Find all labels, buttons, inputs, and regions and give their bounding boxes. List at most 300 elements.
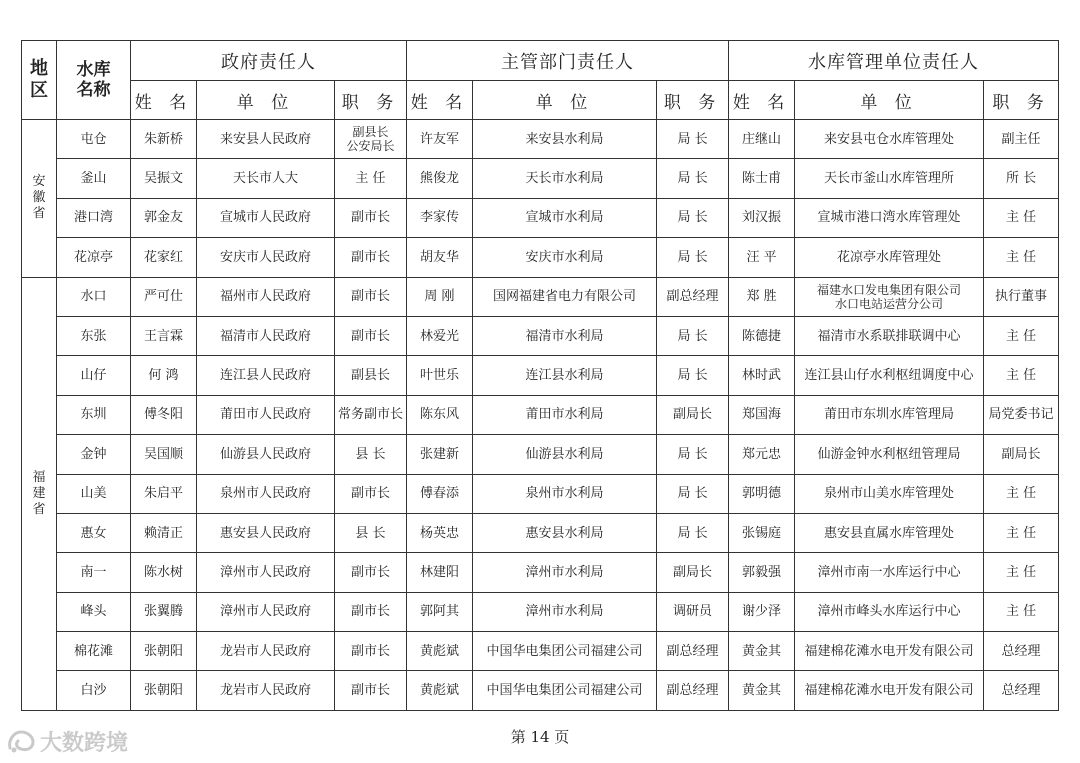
table-row: [22, 435, 1059, 474]
dept-unit: 安庆市水利局: [525, 249, 604, 265]
mgmt-unit-cell: [795, 474, 984, 513]
gov-name-cell: [131, 316, 197, 355]
gov-name: 吴国顺: [143, 446, 183, 462]
reservoir-name-cell: [57, 198, 131, 237]
dept-unit-cell: [473, 120, 657, 159]
dept-unit-header: 单 位: [473, 81, 657, 120]
mgmt-name-cell: [729, 159, 795, 198]
mgmt-position: 所 长: [1005, 171, 1037, 187]
mgmt-name-cell: [729, 238, 795, 277]
dept-name-cell: [407, 316, 473, 355]
reservoir-name-cell: [57, 435, 131, 474]
reservoir-name: 棉花滩: [73, 643, 113, 659]
dept-unit: 中国华电集团公司福建公司: [486, 643, 643, 659]
dept-unit: 莆田市水利局: [525, 407, 604, 423]
gov-name: 何 鸿: [148, 368, 179, 384]
province-cell: [22, 277, 57, 710]
dept-position: 调研员: [673, 604, 713, 620]
mgmt-unit: 莆田市东圳水库管理局: [824, 407, 955, 423]
mgmt-position-cell: [984, 198, 1059, 237]
mgmt-position-cell: [984, 238, 1059, 277]
dept-name: 林建阳: [419, 564, 459, 580]
mgmt-unit-cell: [795, 671, 984, 710]
mgmt-name-cell: [729, 474, 795, 513]
gov-position-cell: [335, 671, 407, 710]
dept-unit-cell: [473, 671, 657, 710]
dept-unit: 泉州市水利局: [525, 486, 604, 502]
dept-position: 局 长: [677, 486, 708, 502]
dept-unit-cell: [473, 474, 657, 513]
dept-position-cell: [657, 277, 729, 316]
dept-position: 副总经理: [666, 289, 719, 305]
dept-name: 陈东风: [419, 407, 459, 423]
reservoir-name-cell: [57, 474, 131, 513]
dept-position-cell: [657, 553, 729, 592]
gov-position-cell: [335, 592, 407, 631]
mgmt-name: 刘汉振: [742, 210, 782, 226]
dept-unit-cell: [473, 198, 657, 237]
gov-name-cell: [131, 120, 197, 159]
mgmt-name-header: 姓 名: [729, 81, 795, 120]
dept-name-cell: [407, 198, 473, 237]
dept-name: 周 刚: [424, 289, 455, 305]
gov-unit-cell: [197, 198, 335, 237]
gov-name: 傅冬阳: [143, 407, 183, 423]
gov-name-cell: [131, 238, 197, 277]
gov-unit: 福清市人民政府: [219, 328, 311, 344]
gov-unit: 漳州市人民政府: [219, 604, 311, 620]
reservoir-name: 屯仓: [80, 131, 107, 147]
dept-unit-cell: [473, 435, 657, 474]
reservoir-name: 山仔: [80, 368, 107, 384]
dept-name-cell: [407, 238, 473, 277]
dept-position: 局 长: [677, 368, 708, 384]
reservoir-name: 南一: [80, 564, 107, 580]
dept-unit: 天长市水利局: [525, 171, 604, 187]
gov-position: 县 长: [355, 525, 386, 541]
gov-name: 花家红: [143, 249, 183, 265]
dept-position-cell: [657, 671, 729, 710]
table-row: [22, 120, 1059, 159]
reservoir-name: 惠女: [80, 525, 107, 541]
mgmt-position-cell: [984, 277, 1059, 316]
dept-unit-cell: [473, 159, 657, 198]
gov-position: 副市长: [350, 643, 390, 659]
gov-position: 县 长: [355, 446, 386, 462]
mgmt-unit: 漳州市峰头水库运行中心: [817, 604, 961, 620]
reservoir-name-cell: [57, 277, 131, 316]
gov-name-cell: [131, 632, 197, 671]
mgmt-position: 主 任: [1005, 564, 1037, 580]
dept-name-cell: [407, 513, 473, 552]
gov-position-cell: [335, 513, 407, 552]
dept-name: 傅春添: [419, 486, 459, 502]
table-row: [22, 238, 1059, 277]
mgmt-unit-cell: [795, 316, 984, 355]
gov-unit-cell: [197, 474, 335, 513]
mgmt-position: 副主任: [1001, 131, 1041, 147]
dept-unit: 来安县水利局: [525, 131, 604, 147]
government-header: 政府责任人: [131, 41, 407, 81]
mgmt-unit-cell: [795, 513, 984, 552]
reservoir-name-cell: [57, 592, 131, 631]
gov-position: 副市长: [350, 564, 390, 580]
mgmt-position: 局党委书记: [988, 407, 1054, 423]
table-row: [22, 592, 1059, 631]
mgmt-name: 谢少泽: [742, 604, 782, 620]
gov-name-cell: [131, 513, 197, 552]
gov-position: 常务副市长: [337, 407, 403, 423]
management-header: 水库管理单位责任人: [729, 41, 1059, 81]
dept-name: 叶世乐: [419, 368, 459, 384]
gov-name-cell: [131, 198, 197, 237]
mgmt-unit-cell: [795, 120, 984, 159]
mgmt-position-cell: [984, 474, 1059, 513]
dept-unit-cell: [473, 356, 657, 395]
dept-unit: 宣城市水利局: [525, 210, 604, 226]
gov-unit-cell: [197, 316, 335, 355]
dept-name-cell: [407, 120, 473, 159]
dept-unit-cell: [473, 592, 657, 631]
mgmt-unit: 福建水口发电集团有限公司 水口电站运营分公司: [817, 282, 962, 311]
gov-position-cell: [335, 198, 407, 237]
gov-position-cell: [335, 632, 407, 671]
gov-unit-cell: [197, 671, 335, 710]
gov-unit-cell: [197, 159, 335, 198]
department-header: 主管部门责任人: [407, 41, 729, 81]
dept-name-cell: [407, 159, 473, 198]
mgmt-name: 黄金其: [742, 683, 782, 699]
dept-name: 胡友华: [419, 249, 459, 265]
province-name: 安徽省: [32, 174, 46, 222]
mgmt-unit: 福建棉花滩水电开发有限公司: [804, 683, 974, 699]
mgmt-name: 黄金其: [742, 643, 782, 659]
dept-position-cell: [657, 356, 729, 395]
gov-name: 王言霖: [143, 328, 183, 344]
region-header: 地区: [22, 41, 57, 120]
mgmt-unit: 宣城市港口湾水库管理处: [817, 210, 961, 226]
reservoir-name-cell: [57, 395, 131, 434]
mgmt-name-cell: [729, 671, 795, 710]
gov-name-cell: [131, 671, 197, 710]
mgmt-position-cell: [984, 395, 1059, 434]
mgmt-position: 主 任: [1005, 486, 1037, 502]
gov-position-cell: [335, 356, 407, 395]
reservoir-name-cell: [57, 632, 131, 671]
dept-unit-cell: [473, 553, 657, 592]
dept-name-cell: [407, 474, 473, 513]
page-number: 第 14 页: [510, 728, 570, 746]
mgmt-unit-cell: [795, 198, 984, 237]
dept-unit-cell: [473, 238, 657, 277]
dept-name: 林爱光: [419, 328, 459, 344]
mgmt-position: 主 任: [1005, 328, 1037, 344]
dept-name: 熊俊龙: [419, 171, 459, 187]
mgmt-unit: 福清市水系联排联调中心: [817, 328, 961, 344]
gov-name-cell: [131, 553, 197, 592]
gov-unit-cell: [197, 277, 335, 316]
dept-position: 副总经理: [666, 643, 719, 659]
gov-name: 张朝阳: [143, 683, 183, 699]
mgmt-position: 主 任: [1005, 210, 1037, 226]
mgmt-name-cell: [729, 435, 795, 474]
gov-unit-header: 单 位: [197, 81, 335, 120]
mgmt-position: 总经理: [1001, 683, 1041, 699]
dept-position: 局 长: [677, 328, 708, 344]
gov-name: 郭金友: [143, 210, 183, 226]
reservoir-name: 水口: [80, 289, 107, 305]
table-row: [22, 513, 1059, 552]
gov-position: 副市长: [350, 210, 390, 226]
mgmt-unit-cell: [795, 553, 984, 592]
mgmt-position: 副局长: [1001, 446, 1041, 462]
dept-name-cell: [407, 356, 473, 395]
mgmt-name-cell: [729, 198, 795, 237]
mgmt-position-header: 职 务: [984, 81, 1059, 120]
dept-position: 副总经理: [666, 683, 719, 699]
mgmt-unit-cell: [795, 592, 984, 631]
gov-position-cell: [335, 277, 407, 316]
mgmt-position-cell: [984, 120, 1059, 159]
gov-position-header: 职 务: [335, 81, 407, 120]
table-row: [22, 474, 1059, 513]
gov-name-cell: [131, 474, 197, 513]
gov-position: 副市长: [350, 604, 390, 620]
mgmt-name: 陈士甫: [742, 171, 782, 187]
gov-unit: 泉州市人民政府: [219, 486, 311, 502]
mgmt-name-cell: [729, 316, 795, 355]
mgmt-position: 执行董事: [995, 289, 1048, 305]
mgmt-name-cell: [729, 120, 795, 159]
reservoir-name-cell: [57, 238, 131, 277]
dept-position: 局 长: [677, 131, 708, 147]
mgmt-unit: 天长市釜山水库管理所: [824, 171, 955, 187]
dept-position-cell: [657, 120, 729, 159]
mgmt-name-cell: [729, 632, 795, 671]
gov-position-cell: [335, 553, 407, 592]
dept-unit: 漳州市水利局: [525, 604, 604, 620]
mgmt-unit: 漳州市南一水库运行中心: [817, 564, 961, 580]
dept-name-cell: [407, 592, 473, 631]
dept-name-cell: [407, 277, 473, 316]
gov-position: 副市长: [350, 289, 390, 305]
gov-name: 张朝阳: [143, 643, 183, 659]
mgmt-name-cell: [729, 395, 795, 434]
mgmt-unit: 泉州市山美水库管理处: [824, 486, 955, 502]
mgmt-name-cell: [729, 553, 795, 592]
mgmt-unit: 花凉亭水库管理处: [837, 249, 942, 265]
dept-position-cell: [657, 632, 729, 671]
dept-position: 副局长: [673, 407, 713, 423]
gov-name: 朱启平: [143, 486, 183, 502]
dept-position-header: 职 务: [657, 81, 729, 120]
gov-position: 副市长: [350, 486, 390, 502]
gov-position-cell: [335, 238, 407, 277]
gov-name-cell: [131, 277, 197, 316]
gov-name-cell: [131, 356, 197, 395]
gov-unit: 宣城市人民政府: [219, 210, 311, 226]
gov-position-cell: [335, 474, 407, 513]
table-row: [22, 159, 1059, 198]
reservoir-name: 花凉亭: [73, 249, 113, 265]
mgmt-name: 郭明德: [742, 486, 782, 502]
mgmt-unit: 仙游金钟水利枢纽管理局: [817, 446, 961, 462]
dept-name: 黄彪斌: [419, 643, 459, 659]
gov-name: 严可仕: [143, 289, 183, 305]
dept-position: 局 长: [677, 525, 708, 541]
mgmt-position-cell: [984, 553, 1059, 592]
gov-name-cell: [131, 435, 197, 474]
mgmt-unit-header: 单 位: [795, 81, 984, 120]
gov-name: 陈水树: [143, 564, 183, 580]
reservoir-name-cell: [57, 316, 131, 355]
dept-position: 副局长: [673, 564, 713, 580]
gov-position-cell: [335, 316, 407, 355]
mgmt-name: 郑 胜: [746, 289, 777, 305]
dept-unit-cell: [473, 277, 657, 316]
mgmt-unit-cell: [795, 395, 984, 434]
mgmt-name: 庄继山: [742, 131, 782, 147]
gov-name-cell: [131, 159, 197, 198]
dept-position: 局 长: [677, 446, 708, 462]
dept-name-cell: [407, 553, 473, 592]
dept-position-cell: [657, 474, 729, 513]
dept-name: 郭阿其: [419, 604, 459, 620]
gov-name: 吴振文: [143, 171, 183, 187]
table-row: [22, 356, 1059, 395]
mgmt-unit: 福建棉花滩水电开发有限公司: [804, 643, 974, 659]
dept-position-cell: [657, 238, 729, 277]
gov-unit-cell: [197, 356, 335, 395]
table-row: [22, 316, 1059, 355]
table-row: [22, 632, 1059, 671]
gov-unit: 安庆市人民政府: [219, 249, 311, 265]
gov-position: 主 任: [355, 171, 386, 187]
dept-name: 张建新: [419, 446, 459, 462]
mgmt-position-cell: [984, 159, 1059, 198]
dept-name: 许友军: [419, 131, 459, 147]
table-row: [22, 671, 1059, 710]
gov-unit-cell: [197, 553, 335, 592]
gov-name-header: 姓 名: [131, 81, 197, 120]
dept-unit-cell: [473, 513, 657, 552]
gov-unit-cell: [197, 120, 335, 159]
gov-unit: 龙岩市人民政府: [219, 643, 311, 659]
mgmt-name: 郑元忠: [742, 446, 782, 462]
mgmt-position-cell: [984, 435, 1059, 474]
gov-unit: 惠安县人民政府: [219, 525, 311, 541]
gov-position-cell: [335, 435, 407, 474]
mgmt-name-cell: [729, 356, 795, 395]
gov-unit-cell: [197, 395, 335, 434]
dept-unit: 福清市水利局: [525, 328, 604, 344]
gov-name: 朱新桥: [143, 131, 183, 147]
dept-position-cell: [657, 435, 729, 474]
reservoir-name: 东张: [80, 328, 107, 344]
mgmt-name-cell: [729, 592, 795, 631]
dept-unit: 惠安县水利局: [525, 525, 604, 541]
mgmt-position: 主 任: [1005, 604, 1037, 620]
mgmt-name: 汪 平: [746, 249, 777, 265]
gov-unit: 龙岩市人民政府: [219, 683, 311, 699]
dept-name-header: 姓 名: [407, 81, 473, 120]
table-row: [22, 553, 1059, 592]
dept-position: 局 长: [677, 210, 708, 226]
mgmt-unit: 来安县屯仓水库管理处: [824, 131, 955, 147]
reservoir-name: 港口湾: [73, 210, 113, 226]
dept-name-cell: [407, 435, 473, 474]
mgmt-position-cell: [984, 513, 1059, 552]
reservoir-name-cell: [57, 356, 131, 395]
dept-unit-cell: [473, 395, 657, 434]
reservoir-name: 峰头: [80, 604, 107, 620]
gov-name-cell: [131, 395, 197, 434]
mgmt-unit-cell: [795, 277, 984, 316]
gov-unit: 连江县人民政府: [219, 368, 311, 384]
gov-unit-cell: [197, 435, 335, 474]
dept-name-cell: [407, 395, 473, 434]
dept-name-cell: [407, 632, 473, 671]
dept-position-cell: [657, 513, 729, 552]
gov-position-cell: [335, 395, 407, 434]
gov-name-cell: [131, 592, 197, 631]
mgmt-unit-cell: [795, 238, 984, 277]
dept-position-cell: [657, 395, 729, 434]
gov-unit-cell: [197, 513, 335, 552]
dept-position-cell: [657, 159, 729, 198]
gov-unit: 仙游县人民政府: [219, 446, 311, 462]
reservoir-name-cell: [57, 120, 131, 159]
gov-unit-cell: [197, 592, 335, 631]
gov-position: 副市长: [350, 249, 390, 265]
reservoir-name-cell: [57, 553, 131, 592]
mgmt-position-cell: [984, 356, 1059, 395]
mgmt-name: 林时武: [742, 368, 782, 384]
gov-position: 副市长: [350, 683, 390, 699]
reservoir-name: 东圳: [80, 407, 107, 423]
gov-unit-cell: [197, 632, 335, 671]
reservoir-name-cell: [57, 513, 131, 552]
dept-name: 李家传: [419, 210, 459, 226]
gov-unit: 莆田市人民政府: [219, 407, 311, 423]
gov-unit-cell: [197, 238, 335, 277]
mgmt-position-cell: [984, 592, 1059, 631]
mgmt-unit: 惠安县直属水库管理处: [824, 525, 955, 541]
gov-unit: 来安县人民政府: [219, 131, 311, 147]
mgmt-unit-cell: [795, 159, 984, 198]
mgmt-unit-cell: [795, 632, 984, 671]
gov-position: 副市长: [350, 328, 390, 344]
dept-unit-cell: [473, 632, 657, 671]
gov-unit: 天长市人大: [232, 171, 298, 187]
reservoir-name: 白沙: [80, 683, 107, 699]
mgmt-position-cell: [984, 316, 1059, 355]
table-row: [22, 198, 1059, 237]
table-row: [22, 395, 1059, 434]
dept-name: 黄彪斌: [419, 683, 459, 699]
gov-name: 赖清正: [143, 525, 183, 541]
dept-position-cell: [657, 316, 729, 355]
dept-unit: 中国华电集团公司福建公司: [486, 683, 643, 699]
mgmt-name: 郑国海: [742, 407, 782, 423]
reservoir-name-cell: [57, 671, 131, 710]
watermark-text: 大数跨境: [40, 730, 129, 756]
mgmt-position-cell: [984, 632, 1059, 671]
dept-unit: 连江县水利局: [525, 368, 604, 384]
mgmt-name-cell: [729, 277, 795, 316]
table-row: [22, 277, 1059, 316]
dept-name-cell: [407, 671, 473, 710]
